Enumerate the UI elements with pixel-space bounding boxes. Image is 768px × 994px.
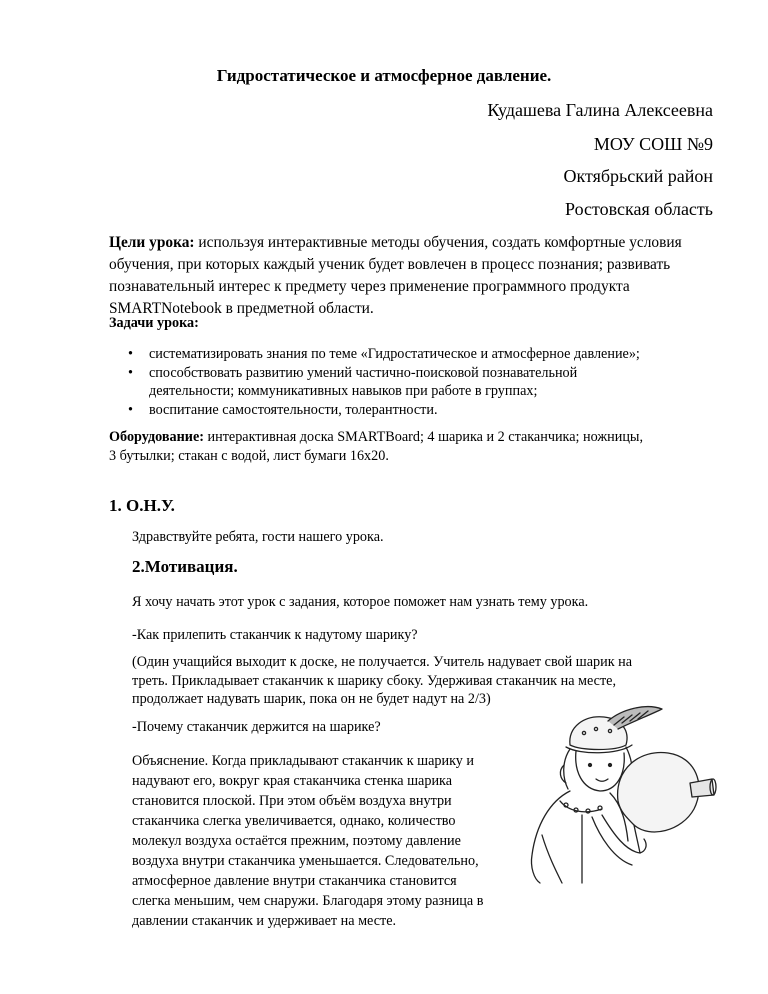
motivation-action: (Один учащийся выходит к доске, не получается. Учитель надувает свой шарик на треть. Прикладывает стаканчик к шарику сбоку. Удерживая стаканчик на месте, продолжает надувать шарик, пока он не будет надут на 2/3) xyxy=(132,654,633,707)
goals-line: обучения, при которых каждый ученик будет вовлечен в процесс познания; развивать xyxy=(109,256,671,273)
document-title: Гидростатическое и атмосферное давление. xyxy=(216,66,552,85)
list-item-continuation: деятельности; коммуникативных навыков при работе в группах; xyxy=(149,383,538,399)
section-text-greeting: Здравствуйте ребята, гости нашего урока. xyxy=(132,529,384,545)
tasks-list xyxy=(109,345,709,419)
equipment: Оборудование: интерактивная доска SMARTBoard; 4 шарика и 2 стаканчика; ножницы, 3 бутылки; стакан с водой, лист бумаги 16х20. xyxy=(109,429,644,464)
motivation-intro: Я хочу начать этот урок с задания, которое поможет нам узнать тему урока. xyxy=(132,594,589,610)
equipment-label: Оборудование: xyxy=(109,429,204,445)
list-item: • воспитание самостоятельности, толерантности. xyxy=(128,401,438,418)
author-district: Октябрьский район xyxy=(563,166,713,186)
goals-line: используя интерактивные методы обучения, создать комфортные условия xyxy=(198,234,682,251)
explanation: Объяснение. Когда прикладывают стаканчик к шарику и надувают его, вокруг края стаканчика стенка шарика становится плоской. При этом объём воздуха внутри стаканчика слегка увеличивается, однако, количество молекул воздуха остаётся прежним, поэтому давление воздуха внутри стаканчика уменьшается. Следовательно, атмосферное давление внутри стаканчика становится слегка меньшим, чем снаружи. Благодаря этому разница в давлении стаканчик и удерживает на месте. xyxy=(132,753,484,929)
bullet-icon: • xyxy=(128,346,133,362)
child-with-balloon-and-cup-drawing-icon xyxy=(522,705,722,885)
motivation-question-1: -Как прилепить стаканчик к надутому шарику? xyxy=(132,627,418,643)
bullet-icon: • xyxy=(128,364,133,381)
goals-label: Цели урока: xyxy=(109,234,195,251)
author-name: Кудашева Галина Алексеевна xyxy=(487,100,713,120)
goals-line: SMARTNotebook в предметной области. xyxy=(109,300,374,317)
list-item: • способствовать развитию умений частично-поисковой познавательной xyxy=(128,364,578,381)
motivation-question-2: -Почему стаканчик держится на шарике? xyxy=(132,719,381,735)
section-heading-motivation: 2.Мотивация. xyxy=(132,557,238,576)
bullet-icon: • xyxy=(128,401,133,418)
author-region: Ростовская область xyxy=(565,199,713,219)
section-heading-onu: 1. О.Н.У. xyxy=(109,496,175,515)
tasks-label: Задачи урока: xyxy=(109,315,199,331)
author-school: МОУ СОШ №9 xyxy=(593,134,713,154)
list-item: • систематизировать знания по теме «Гидростатическое и атмосферное давление»; xyxy=(128,346,640,362)
lesson-goals xyxy=(109,232,713,320)
goals-line: познавательный интерес к предмету через применение программного продукта xyxy=(109,278,630,295)
